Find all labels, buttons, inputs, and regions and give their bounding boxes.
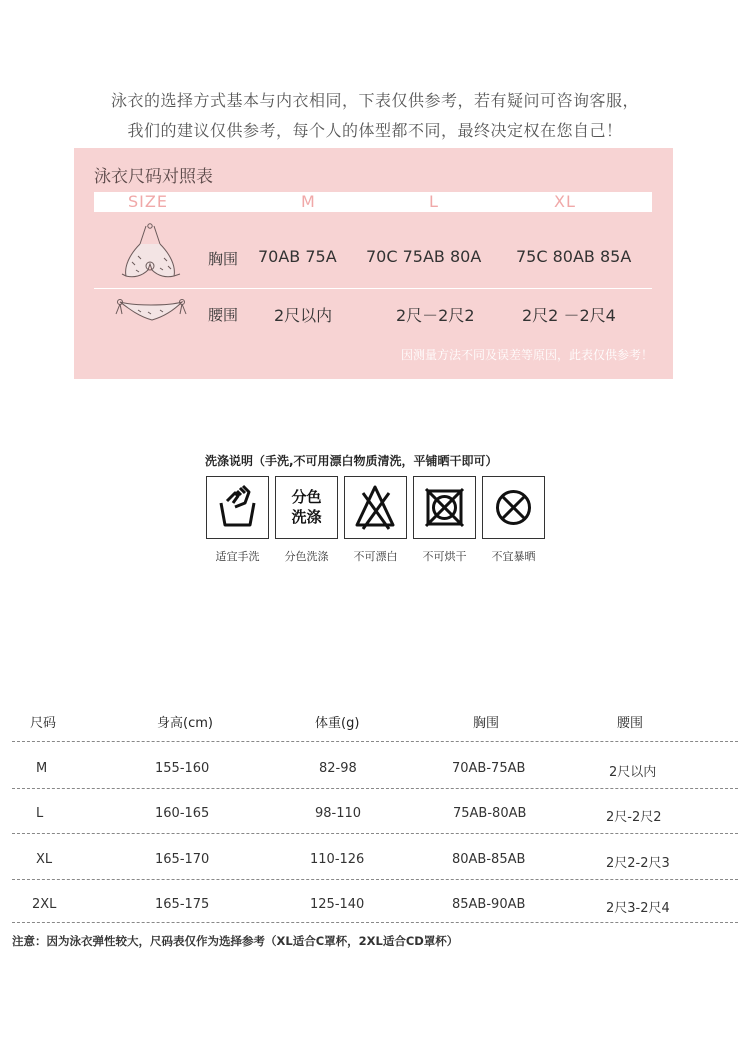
wash-separately-text-2: 洗涤 — [291, 508, 322, 526]
size-header-xl: XL — [554, 192, 576, 211]
waist-xl: 2尺2 －2尺4 — [522, 306, 616, 325]
size-chart-disclaimer: 因测量方法不同及误差等原因，此表仅供参考！ — [400, 348, 653, 362]
wash-separately-icon — [276, 487, 337, 527]
swimsuit-size-chart — [74, 148, 673, 379]
table-divider — [12, 922, 738, 923]
no-bleach-box — [344, 476, 407, 539]
bust-xl: 75C 80AB 85A — [516, 247, 632, 266]
table-cell: 2尺-2尺2 — [606, 810, 662, 825]
table-header-weight: 体重(g) — [315, 716, 360, 731]
table-cell: 2尺2-2尺3 — [606, 856, 670, 871]
table-divider — [12, 788, 738, 789]
hand-wash-icon — [207, 477, 268, 538]
table-cell: 98-110 — [315, 806, 362, 821]
no-tumble-dry-icon — [414, 477, 475, 538]
bust-l: 70C 75AB 80A — [366, 247, 482, 266]
no-tumble-dry-box — [413, 476, 476, 539]
table-divider — [12, 741, 738, 742]
bikini-bottom-icon — [114, 296, 188, 326]
no-tumble-dry-label: 不可烘干 — [422, 550, 467, 563]
hand-wash-label: 适宜手洗 — [215, 550, 260, 563]
table-cell: 2XL — [32, 897, 57, 912]
table-cell: 80AB-85AB — [452, 852, 526, 867]
bust-label: 胸围 — [208, 250, 239, 268]
table-divider — [12, 833, 738, 834]
size-header-bar — [94, 192, 652, 212]
table-cell: 82-98 — [319, 761, 357, 776]
table-cell: 75AB-80AB — [453, 806, 527, 821]
intro-line-1: 泳衣的选择方式基本与内衣相同，下表仅供参考，若有疑问可咨询客服， — [110, 91, 639, 110]
table-cell: XL — [36, 852, 53, 867]
hand-wash-box — [206, 476, 269, 539]
table-header-size: 尺码 — [30, 716, 57, 731]
size-chart-title: 泳衣尺码对照表 — [94, 167, 213, 187]
waist-m: 2尺以内 — [274, 306, 333, 325]
table-cell: 2尺3-2尺4 — [606, 901, 670, 916]
table-cell: 125-140 — [310, 897, 365, 912]
wash-separately-text-1: 分色 — [291, 488, 322, 506]
size-note: 注意：因为泳衣弹性较大，尺码表仅作为选择参考（XL适合C罩杯，2XL适合CD罩杯） — [12, 934, 459, 948]
table-header-waist: 腰围 — [617, 716, 644, 731]
bikini-top-icon — [120, 222, 184, 284]
table-cell: 155-160 — [155, 761, 210, 776]
waist-l: 2尺－2尺2 — [396, 306, 475, 325]
table-cell: 110-126 — [310, 852, 365, 867]
table-cell: 165-170 — [155, 852, 210, 867]
intro-line-2: 我们的建议仅供参考，每个人的体型都不同，最终决定权在您自己！ — [127, 121, 623, 140]
waist-label: 腰围 — [208, 306, 239, 324]
table-cell: 165-175 — [155, 897, 210, 912]
wash-separately-label: 分色洗涤 — [284, 550, 329, 563]
table-cell: 70AB-75AB — [452, 761, 526, 776]
bust-m: 70AB 75A — [258, 247, 337, 266]
table-cell: 160-165 — [155, 806, 210, 821]
size-row-divider — [94, 288, 652, 289]
no-sun-dry-box — [482, 476, 545, 539]
table-cell: M — [36, 761, 48, 776]
size-header-size: SIZE — [128, 192, 168, 211]
table-header-height: 身高(cm) — [157, 716, 213, 731]
no-bleach-label: 不可漂白 — [353, 550, 398, 563]
washing-title: 洗涤说明（手洗,不可用漂白物质清洗，平铺晒干即可） — [205, 454, 498, 468]
no-sun-dry-label: 不宜暴晒 — [491, 550, 536, 563]
size-header-l: L — [429, 192, 439, 211]
table-cell: 2尺以内 — [609, 765, 657, 780]
size-header-m: M — [301, 192, 316, 211]
table-header-bust: 胸围 — [473, 716, 500, 731]
table-cell: L — [36, 806, 44, 821]
table-divider — [12, 879, 738, 880]
no-bleach-icon — [345, 477, 406, 538]
wash-separately-box — [275, 476, 338, 539]
no-sun-dry-icon — [483, 477, 544, 538]
table-cell: 85AB-90AB — [452, 897, 526, 912]
intro-text — [0, 86, 750, 146]
